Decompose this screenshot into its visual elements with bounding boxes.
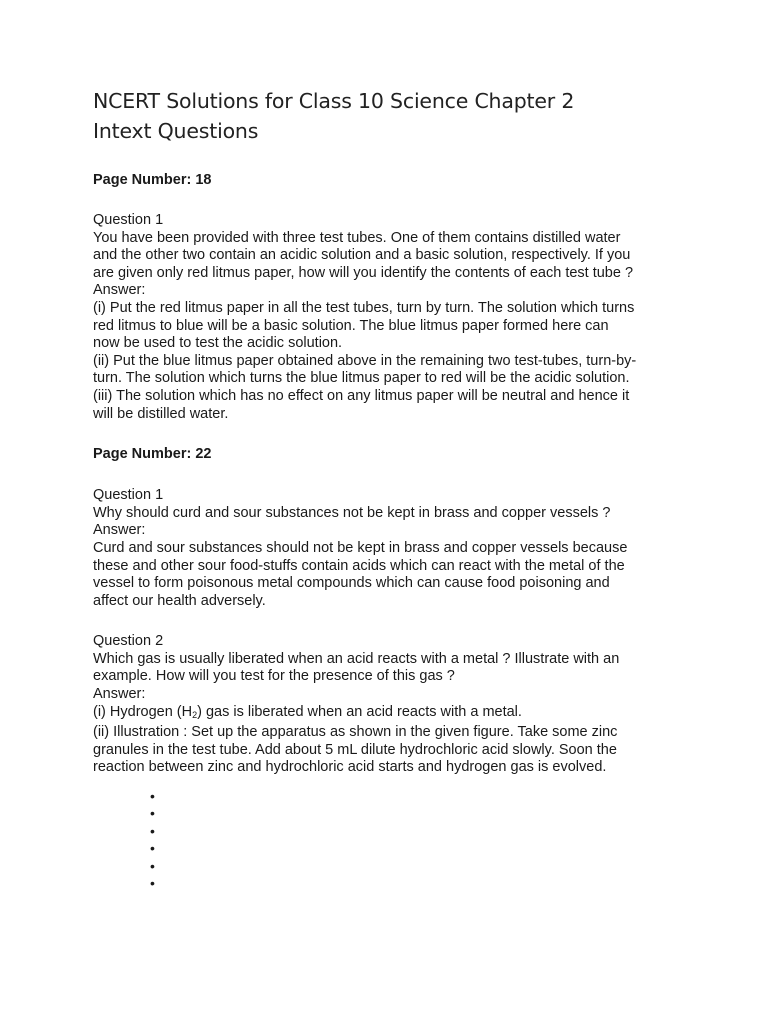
bullet-item: • (150, 874, 155, 891)
answer-text-line: (ii) Put the blue litmus paper obtained above in the remaining two test-tubes, turn-by- (93, 352, 637, 369)
answer-label: Answer: (93, 282, 146, 299)
question-text-line: are given only red litmus paper, how will you identify the contents of each test tube ? (93, 264, 634, 281)
bullet-item: • (150, 840, 155, 857)
answer-text-line: vessel to form poisonous metal compounds which can cause food poisoning and (93, 575, 610, 592)
answer-text-line: affect our health adversely. (93, 592, 266, 609)
answer-text-line: will be distilled water. (93, 405, 229, 422)
question-block (93, 633, 683, 777)
question-block (93, 487, 683, 610)
question-text-line: and the other two contain an acidic solution and a basic solution, respectively. If you (93, 247, 631, 264)
answer-label: Answer: (93, 686, 146, 703)
answer-label: Answer: (93, 522, 146, 539)
page-title (93, 86, 683, 146)
section-page-number: Page Number: 22 (93, 446, 212, 463)
h2-subscript: 2 (192, 709, 198, 720)
answer-text-line: red litmus to blue will be a basic solution. The blue litmus paper formed here can (93, 317, 609, 334)
h2-prefix: (i) Hydrogen (H (93, 703, 193, 720)
question-text-line: Which gas is usually liberated when an acid reacts with a metal ? Illustrate with an (93, 650, 620, 667)
answer-text-line: turn. The solution which turns the blue litmus paper to red will be the acidic solution. (93, 370, 630, 387)
title-line: NCERT Solutions for Class 10 Science Chapter 2 (93, 89, 575, 113)
question-label: Question 2 (93, 633, 164, 650)
question-text-line: You have been provided with three test tubes. One of them contains distilled water (93, 229, 621, 246)
answer-text-line-h2 (93, 704, 683, 725)
answer-text-line: (iii) The solution which has no effect on any litmus paper will be neutral and hence it (93, 387, 630, 404)
answer-text-line: these and other sour food-stuffs contain acids which can react with the metal of the (93, 557, 625, 574)
answer-text-line: (ii) Illustration : Set up the apparatus as shown in the given figure. Take some zinc (93, 724, 618, 741)
bullet-item: • (150, 822, 155, 839)
h2-suffix: ) gas is liberated when an acid reacts with a metal. (197, 703, 522, 720)
bullet-item: • (150, 805, 155, 822)
question-block (93, 212, 683, 423)
answer-text-line: Curd and sour substances should not be kept in brass and copper vessels because (93, 539, 628, 556)
bullet-item: • (150, 857, 155, 874)
answer-text-line: granules in the test tube. Add about 5 mL dilute hydrochloric acid slowly. Soon the (93, 741, 617, 758)
question-text-line: Why should curd and sour substances not be kept in brass and copper vessels ? (93, 504, 611, 521)
answer-text-line: reaction between zinc and hydrochloric acid starts and hydrogen gas is evolved. (93, 759, 607, 776)
question-text-line: example. How will you test for the presence of this gas ? (93, 668, 455, 685)
answer-text-line: now be used to test the acidic solution. (93, 335, 343, 352)
empty-bullet-list (150, 788, 155, 892)
answer-text-line: (i) Put the red litmus paper in all the test tubes, turn by turn. The solution which turns (93, 299, 635, 316)
question-label: Question 1 (93, 212, 164, 228)
section-page-number: Page Number: 18 (93, 172, 212, 188)
question-label: Question 1 (93, 487, 164, 504)
title-line: Intext Questions (93, 119, 259, 143)
document-page (93, 86, 683, 777)
bullet-item: • (150, 788, 155, 804)
